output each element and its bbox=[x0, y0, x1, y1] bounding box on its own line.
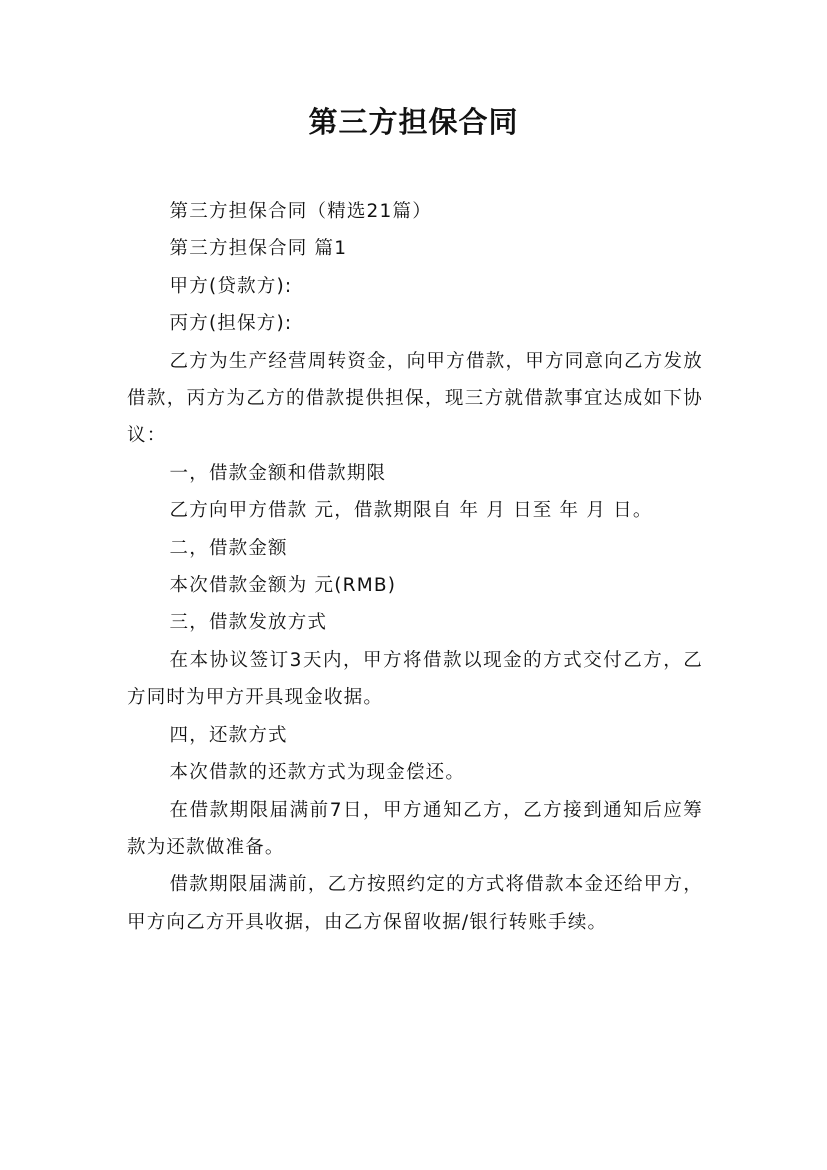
clause-text-2: 本次借款金额为 元(RMB) bbox=[169, 575, 397, 597]
clause-heading-2: 二，借款金额 bbox=[169, 537, 288, 559]
document-body bbox=[127, 193, 703, 941]
clause-text-4a: 本次借款的还款方式为现金偿还。 bbox=[169, 762, 466, 784]
clause-heading-1: 一，借款金额和借款期限 bbox=[169, 462, 387, 484]
paragraph-party-a: 甲方(贷款方): bbox=[169, 275, 293, 297]
clause-text-4b: 在借款期限届满前7日，甲方通知乙方，乙方接到通知后应筹款为还款做准备。 bbox=[127, 799, 703, 858]
document-title: 第三方担保合同 bbox=[308, 105, 519, 139]
paragraph-party-c: 丙方(担保方): bbox=[169, 313, 293, 335]
clause-heading-3: 三，借款发放方式 bbox=[169, 612, 328, 634]
clause-text-3: 在本协议签订3天内，甲方将借款以现金的方式交付乙方，乙方同时为甲方开具现金收据。 bbox=[127, 649, 703, 709]
paragraph-section-heading: 第三方担保合同 篇1 bbox=[169, 238, 348, 260]
clause-heading-4: 四，还款方式 bbox=[169, 724, 288, 746]
paragraph-subtitle: 第三方担保合同（精选21篇） bbox=[169, 201, 432, 222]
clause-text-1: 乙方向甲方借款 元，借款期限自 年 月 日至 年 月 日。 bbox=[169, 500, 653, 522]
clause-text-4c: 借款期限届满前，乙方按照约定的方式将借款本金还给甲方，甲方向乙方开具收据，由乙方保留收据/银行转账手续。 bbox=[127, 874, 703, 933]
paragraph-intro: 乙方为生产经营周转资金，向甲方借款，甲方同意向乙方发放借款，丙方为乙方的借款提供担保，现三方就借款事宜达成如下协议： bbox=[127, 350, 703, 447]
